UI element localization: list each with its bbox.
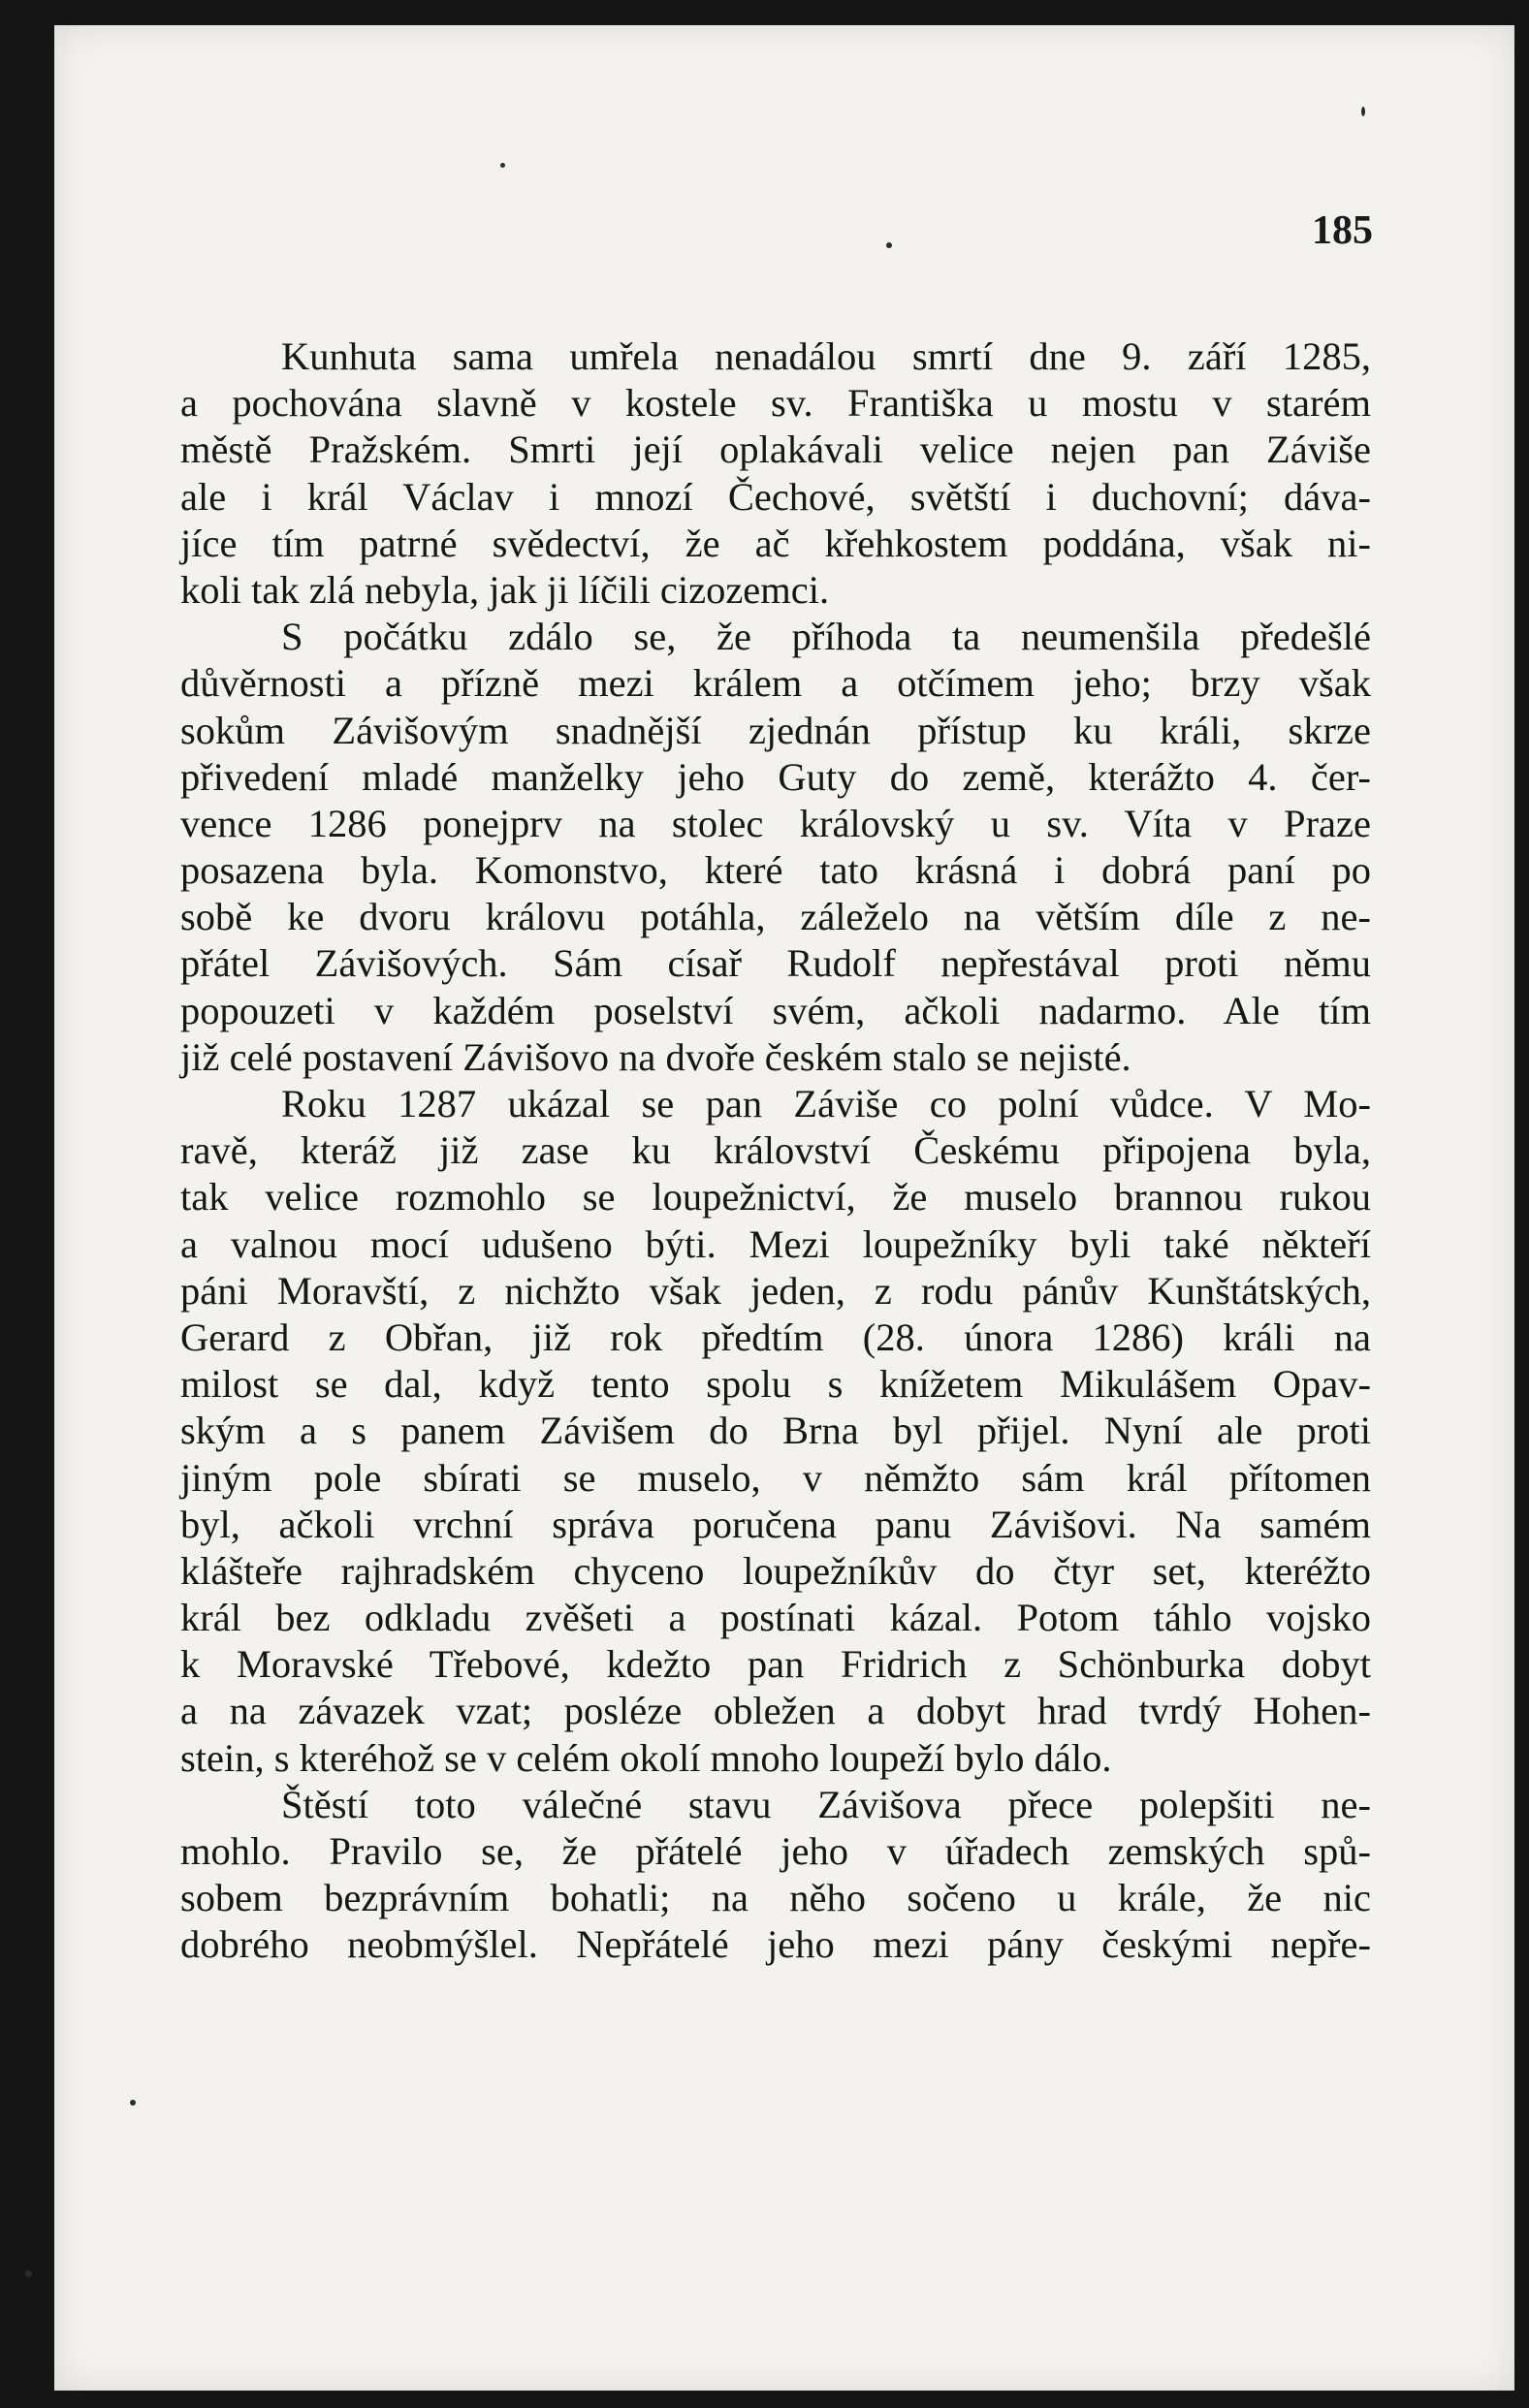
text-line: sokům Závišovým snadnější zjednán přístup ku králi, skrze [180,708,1371,752]
scan-speck [130,2100,136,2106]
text-line: dobrého neobmýšlel. Nepřátelé jeho mezi pány českými nepře- [180,1922,1371,1967]
text-line: vence 1286 ponejprv na stolec královský u sv. Víta v Praze [180,801,1371,845]
text-line: S počátku zdálo se, že příhoda ta neumenšila předešlé [281,615,1371,659]
text-line: koli tak zlá nebyla, jak ji líčili cizozemci. [180,567,830,612]
text-line: a pochována slavně v kostele sv. Františka u mostu v starém [180,381,1371,426]
text-line: a na závazek vzat; posléze obležen a dobyt hrad tvrdý Hohen- [180,1689,1371,1733]
book-page [54,25,1514,2391]
text-line: přátel Závišových. Sám císař Rudolf nepřestával proti němu [180,941,1371,986]
text-line: mohlo. Pravilo se, že přátelé jeho v úřadech zemských spů- [180,1829,1371,1873]
text-line: král bez odkladu zvěšeti a postínati kázal. Potom táhlo vojsko [180,1596,1371,1640]
text-line: ravě, kteráž již zase ku království Českému připojena byla, [180,1128,1371,1173]
text-line: městě Pražském. Smrti její oplakávali velice nejen pan Záviše [180,428,1371,472]
text-line: Štěstí toto válečné stavu Závišova přece polepšiti ne- [281,1782,1371,1826]
scan-speck [1361,107,1365,116]
text-line: byl, ačkoli vrchní správa poručena panu Závišovi. Na samém [180,1502,1371,1546]
text-line: přivedení mladé manželky jeho Guty do země, kterážto 4. čer- [180,754,1371,799]
text-line: posazena byla. Komonstvo, které tato krásná i dobrá paní po [180,848,1371,893]
text-line: ale i král Václav i mnozí Čechové, světští i duchovní; dáva- [180,474,1371,519]
text-line: Roku 1287 ukázal se pan Záviše co polní vůdce. V Mo- [281,1082,1371,1125]
text-line: sobě ke dvoru královu potáhla, záleželo na větším díle z ne- [180,895,1371,939]
text-line: jiným pole sbírati se muselo, v němžto sám král přítomen [180,1455,1371,1500]
text-line: Gerard z Obřan, již rok předtím (28. února 1286) králi na [180,1315,1371,1359]
text-line: ským a s panem Závišem do Brna byl přijel. Nyní ale proti [180,1409,1371,1453]
text-line: stein, s kteréhož se v celém okolí mnoho loupeží bylo dálo. [180,1735,1112,1780]
scan-speck [25,2270,32,2277]
scan-speck [500,163,505,168]
text-line: již celé postavení Závišovo na dvoře českém stalo se nejisté. [180,1034,1131,1079]
text-line: milost se dal, když tento spolu s knížetem Mikulášem Opav- [180,1362,1371,1407]
text-line: sobem bezprávním bohatli; na něho sočeno u krále, že nic [180,1876,1371,1920]
text-line: tak velice rozmohlo se loupežnictví, že muselo brannou rukou [180,1175,1371,1220]
text-line: k Moravské Třebové, kdežto pan Fridrich z Schönburka dobyt [180,1642,1371,1687]
scan-speck [886,242,892,248]
text-line: a valnou mocí udušeno býti. Mezi loupežníky byli také někteří [180,1221,1371,1266]
page-number: 185 [1312,208,1373,253]
text-line: důvěrnosti a přízně mezi králem a otčímem jeho; brzy však [180,661,1371,706]
text-line: jíce tím patrné svědectví, že ač křehkostem poddána, však ni- [180,521,1371,565]
text-line: páni Moravští, z nichžto však jeden, z rodu pánův Kunštátských, [180,1268,1371,1313]
body-text [180,333,1371,1969]
text-line: klášteře rajhradském chyceno loupežníkův do čtyr set, kteréžto [180,1548,1371,1593]
text-line: Kunhuta sama umřela nenadálou smrtí dne 9. září 1285, [281,334,1371,378]
text-line: popouzeti v každém poselství svém, ačkoli nadarmo. Ale tím [180,988,1371,1032]
